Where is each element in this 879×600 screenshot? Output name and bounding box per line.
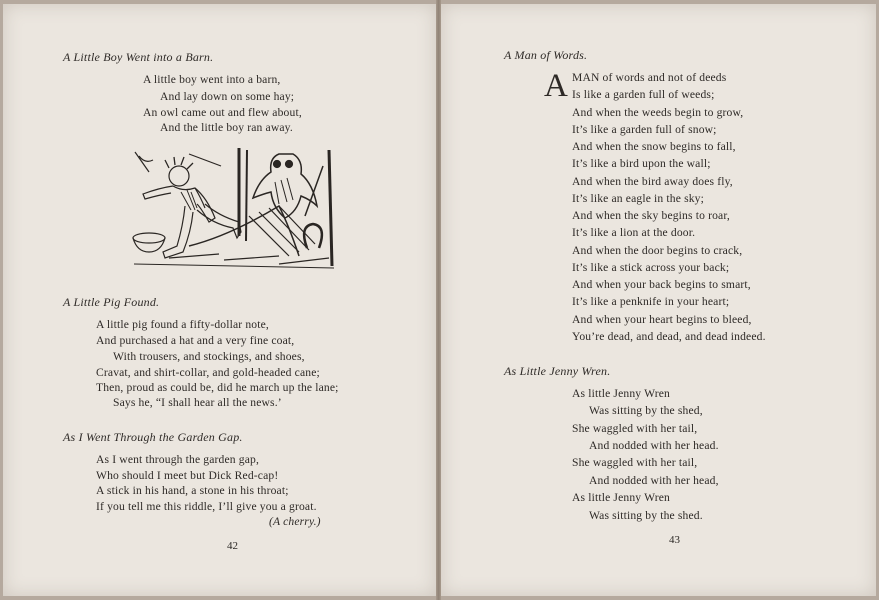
poem-line: She waggled with her tail,	[572, 422, 698, 435]
poem-line: A stick in his hand, a stone in his throat;	[96, 484, 289, 497]
poem-line: Then, proud as could be, did he march up the lane;	[96, 381, 339, 394]
poem-line: Was sitting by the shed.	[589, 509, 703, 522]
poem-line: And when the door begins to crack,	[572, 244, 743, 257]
poem-line: Cravat, and shirt-collar, and gold-headed cane;	[96, 366, 320, 379]
poem-line: As I went through the garden gap,	[96, 453, 260, 466]
poem-line: If you tell me this riddle, I’ll give you a groat.	[96, 500, 317, 513]
poem-line: It’s like a garden full of snow;	[572, 123, 717, 136]
poem-title-garden-gap: As I Went Through the Garden Gap.	[63, 430, 243, 444]
page-number-right: 43	[669, 534, 680, 546]
riddle-answer: (A cherry.)	[269, 515, 321, 528]
poem-line: It’s like a lion at the door.	[572, 226, 696, 239]
poem-line: An owl came out and flew about,	[143, 106, 302, 119]
poem-line: Who should I meet but Dick Red-cap!	[96, 469, 279, 482]
poem-line: It’s like a bird upon the wall;	[572, 157, 711, 170]
poem-line: A little pig found a fifty-dollar note,	[96, 318, 269, 331]
poem-line: As little Jenny Wren	[572, 387, 670, 400]
poem-line: And when your back begins to smart,	[572, 278, 751, 291]
poem-line: And when the weeds begin to grow,	[572, 106, 744, 119]
poem-line: MAN of words and not of deeds	[572, 71, 727, 84]
poem-line: It’s like a penknife in your heart;	[572, 295, 730, 308]
page-number-left: 42	[227, 540, 238, 552]
poem-line: And nodded with her head,	[589, 474, 719, 487]
poem-line: A little boy went into a barn,	[143, 73, 281, 86]
poem-line: And when the bird away does fly,	[572, 175, 733, 188]
poem-line: And the little boy ran away.	[160, 121, 293, 134]
poem-line: It’s like a stick across your back;	[572, 261, 730, 274]
poem-line: With trousers, and stockings, and shoes,	[113, 350, 305, 363]
poem-title-jenny-wren: As Little Jenny Wren.	[504, 364, 611, 378]
poem-title-little-pig-found: A Little Pig Found.	[63, 295, 160, 309]
poem-line: As little Jenny Wren	[572, 491, 670, 504]
poem-line: Was sitting by the shed,	[589, 404, 703, 417]
poem-line: And nodded with her head.	[589, 439, 719, 452]
poem-line: And when the sky begins to roar,	[572, 209, 730, 222]
poem-title-little-boy-barn: A Little Boy Went into a Barn.	[63, 50, 214, 64]
poem-line: It’s like an eagle in the sky;	[572, 192, 704, 205]
boy-and-owl-illustration	[129, 146, 337, 272]
poem-line: Is like a garden full of weeds;	[572, 88, 715, 101]
poem-line: And when your heart begins to bleed,	[572, 313, 752, 326]
poem-line: And lay down on some hay;	[160, 90, 295, 103]
drop-cap: A	[544, 68, 568, 104]
poem-title-man-of-words: A Man of Words.	[504, 48, 588, 62]
poem-line: And when the snow begins to fall,	[572, 140, 736, 153]
poem-line: She waggled with her tail,	[572, 456, 698, 469]
poem-line: And purchased a hat and a very fine coat,	[96, 334, 295, 347]
poem-line: You’re dead, and dead, and dead indeed.	[572, 330, 766, 343]
poem-line: Says he, “I shall hear all the news.’	[113, 396, 282, 409]
